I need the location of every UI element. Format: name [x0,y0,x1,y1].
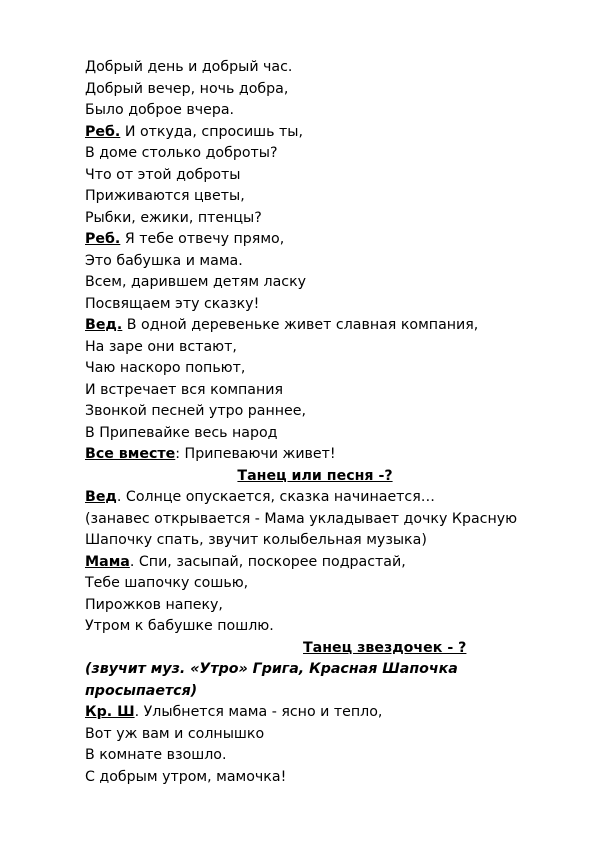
text-line: Всем, дарившем детям ласку [85,274,307,290]
text-line: Кр. Ш. Улыбнется мама - ясно и тепло, [85,704,383,720]
speaker-label: Реб. [85,231,121,247]
speaker-label: Вед [85,489,117,505]
speaker-label: Все вместе [85,446,176,462]
speaker-label: Мама [85,553,130,570]
script-text [85,57,545,788]
section-heading: Танец звездочек - ? [303,639,467,656]
text-line: Чаю наскоро попьют, [85,360,246,376]
text-line: Рыбки, ежики, птенцы? [85,209,262,226]
speaker-label: Кр. Ш [85,704,135,720]
text-line: Было доброе вчера. [85,102,235,118]
section-heading: Танец или песня -? [237,467,393,484]
stage-direction: (звучит муз. «Утро» Грига, Красная Шапочка просыпается) [85,661,458,699]
text-line: Приживаются цветы, [85,188,245,204]
text-line: Мама. Спи, засыпай, поскорее подрастай, [85,553,406,570]
text-line: Вед. Солнце опускается, сказка начинается… [85,489,435,505]
speaker-label: Реб. [85,123,121,140]
text-line: Тебе шапочку сошью, [85,575,249,591]
text-line: В доме столько доброты? [85,145,278,161]
text-line: Пирожков напеку, [85,596,223,613]
speaker-label: Вед. [85,317,123,333]
text-line: В комнате взошло. [85,747,227,763]
text-line: Звонкой песней утро раннее, [85,403,307,419]
text-line: Утром к бабушке пошлю. [85,618,274,634]
text-line: Вед. В одной деревеньке живет славная компания, [85,317,479,333]
text-line: С добрым утром, мамочка! [85,768,287,785]
text-line: Добрый вечер, ночь добра, [85,80,289,97]
text-line: Добрый день и добрый час. [85,59,293,75]
text-line: Реб. Я тебе отвечу прямо, [85,231,285,247]
text-line: Это бабушка и мама. [85,252,243,269]
text-line: Посвящаем эту сказку! [85,295,260,312]
text-line: Все вместе: Припеваючи живет! [85,446,336,462]
text-line: Что от этой доброты [85,166,241,183]
text-line: Вот уж вам и солнышко [85,725,265,742]
text-line: Реб. И откуда, спросишь ты, [85,123,304,140]
text-line: И встречает вся компания [85,381,284,398]
text-line: В Припевайке весь народ [85,424,278,441]
stage-direction: (занавес открывается - Мама укладывает дочку Красную Шапочку спать, звучит колыбельная музыка) [85,510,518,548]
text-line: На заре они встают, [85,338,237,355]
